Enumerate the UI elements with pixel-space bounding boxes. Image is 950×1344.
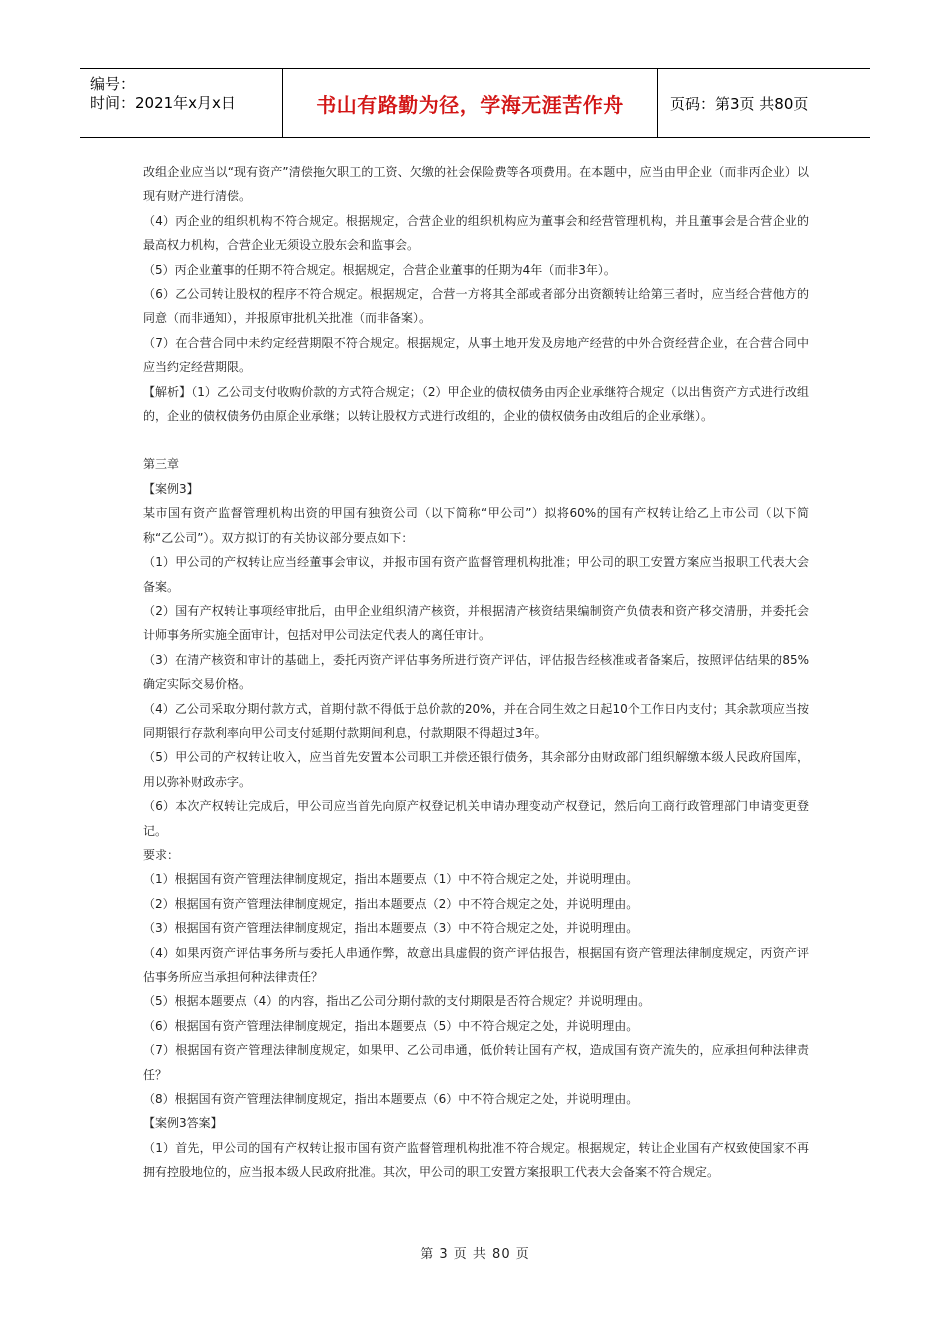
paragraph: 改组企业应当以“现有资产”清偿拖欠职工的工资、欠缴的社会保险费等各项费用。在本题中，应当由甲企业（而非丙企业）以现有财产进行清偿。 [143,165,809,204]
analysis-paragraph: 【解析】（1）乙公司支付收购价款的方式符合规定；（2）甲企业的债权债务由丙企业承继符合规定（以出售资产方式进行改组的，企业的债权债务仍由原企业承继；以转让股权方式进行改组的，企业的债权债务由改组后的企业承继）。 [143,384,809,424]
paragraph: （6）乙公司转让股权的程序不符合规定。根据规定，合营一方将其全部或者部分出资额转让给第三者时，应当经合营他方的同意（而非通知），并报原审批机关批准（而非备案）。 [143,287,809,326]
paragraph: （4）丙企业的组织机构不符合规定。根据规定，合营企业的组织机构应为董事会和经营管理机构，并且董事会是合营企业的最高权力机构，合营企业无须设立股东会和监事会。 [143,213,809,253]
page-header [80,68,870,138]
paragraph: （1）甲公司的产权转让应当经董事会审议，并报市国有资产监督管理机构批准；甲公司的职工安置方案应当报职工代表大会备案。 [143,555,809,594]
paragraph: 某市国有资产监督管理机构出资的甲国有独资公司（以下简称“甲公司”）拟将60%的国有产权转让给乙上市公司（以下简称“乙公司”）。双方拟订的有关协议部分要点如下： [143,506,809,545]
question-item: （1）根据国有资产管理法律制度规定，指出本题要点（1）中不符合规定之处，并说明理由。 [143,872,639,887]
section-spacer [143,428,809,452]
requirements-heading: 要求： [143,847,180,862]
document-number-label: 编号： [90,75,136,93]
paragraph: （7）在合营合同中未约定经营期限不符合规定。根据规定，从事土地开发及房地产经营的中外合资经营企业，在合营合同中应当约定经营期限。 [143,335,809,375]
question-item: （5）根据本题要点（4）的内容，指出乙公司分期付款的支付期限是否符合规定？并说明理由。 [143,994,651,1009]
paragraph: （4）乙公司采取分期付款方式，首期付款不得低于总价款的20%，并在合同生效之日起10个工作日内支付；其余款项应当按同期银行存款利率向甲公司支付延期付款期间利息，付款期限不得超过3年。 [143,701,809,740]
paragraph: （5）丙企业董事的任期不符合规定。根据规定，合营企业董事的任期为4年（而非3年）。 [143,262,616,277]
chapter-heading: 第三章 [143,457,180,472]
question-item: （8）根据国有资产管理法律制度规定，指出本题要点（6）中不符合规定之处，并说明理由。 [143,1092,639,1107]
paragraph: （2）国有产权转让事项经审批后，由甲企业组织清产核资，并根据清产核资结果编制资产负债表和资产移交清册，并委托会计师事务所实施全面审计，包括对甲公司法定代表人的离任审计。 [143,603,809,643]
answer-paragraph: （1）首先，甲公司的国有产权转让报市国有资产监督管理机构批准不符合规定。根据规定，转让企业国有产权致使国家不再拥有控股地位的，应当报本级人民政府批准。其次，甲公司的职工安置方案报职工代表大会备案不符合规定。 [143,1140,809,1180]
question-item: （2）根据国有资产管理法律制度规定，指出本题要点（2）中不符合规定之处，并说明理由。 [143,896,639,911]
header-meta [80,69,283,137]
paragraph: （5）甲公司的产权转让收入，应当首先安置本公司职工并偿还银行债务，其余部分由财政部门组织解缴本级人民政府国库，用以弥补财政赤字。 [143,750,809,789]
page-footer: 第 3 页 共 80 页 [420,1247,530,1262]
question-item: （3）根据国有资产管理法律制度规定，指出本题要点（3）中不符合规定之处，并说明理由。 [143,921,639,936]
question-item: （6）根据国有资产管理法律制度规定，指出本题要点（5）中不符合规定之处，并说明理由。 [143,1018,639,1033]
paragraph: （3）在清产核资和审计的基础上，委托丙资产评估事务所进行资产评估，评估报告经核准或者备案后，按照评估结果的85%确定实际交易价格。 [143,652,809,692]
header-motto: 书山有路勤为径，学海无涯苦作舟 [283,69,658,137]
paragraph: （6）本次产权转让完成后，甲公司应当首先向原产权登记机关申请办理变动产权登记，然后向工商行政管理部门申请变更登记。 [143,799,809,838]
question-item: （7）根据国有资产管理法律制度规定，如果甲、乙公司串通，低价转让国有产权，造成国有资产流失的，应承担何种法律责任？ [143,1043,809,1082]
document-body [143,160,809,1185]
header-page-info: 页码：第3页 共80页 [670,94,809,113]
document-date-label: 时间：2021年x月x日 [90,94,236,112]
case-title: 【案例3】 [143,481,199,496]
question-item: （4）如果丙资产评估事务所与委托人串通作弊，故意出具虚假的资产评估报告，根据国有资产管理法律制度规定，丙资产评估事务所应当承担何种法律责任？ [143,945,809,984]
answer-heading: 【案例3答案】 [143,1116,223,1131]
